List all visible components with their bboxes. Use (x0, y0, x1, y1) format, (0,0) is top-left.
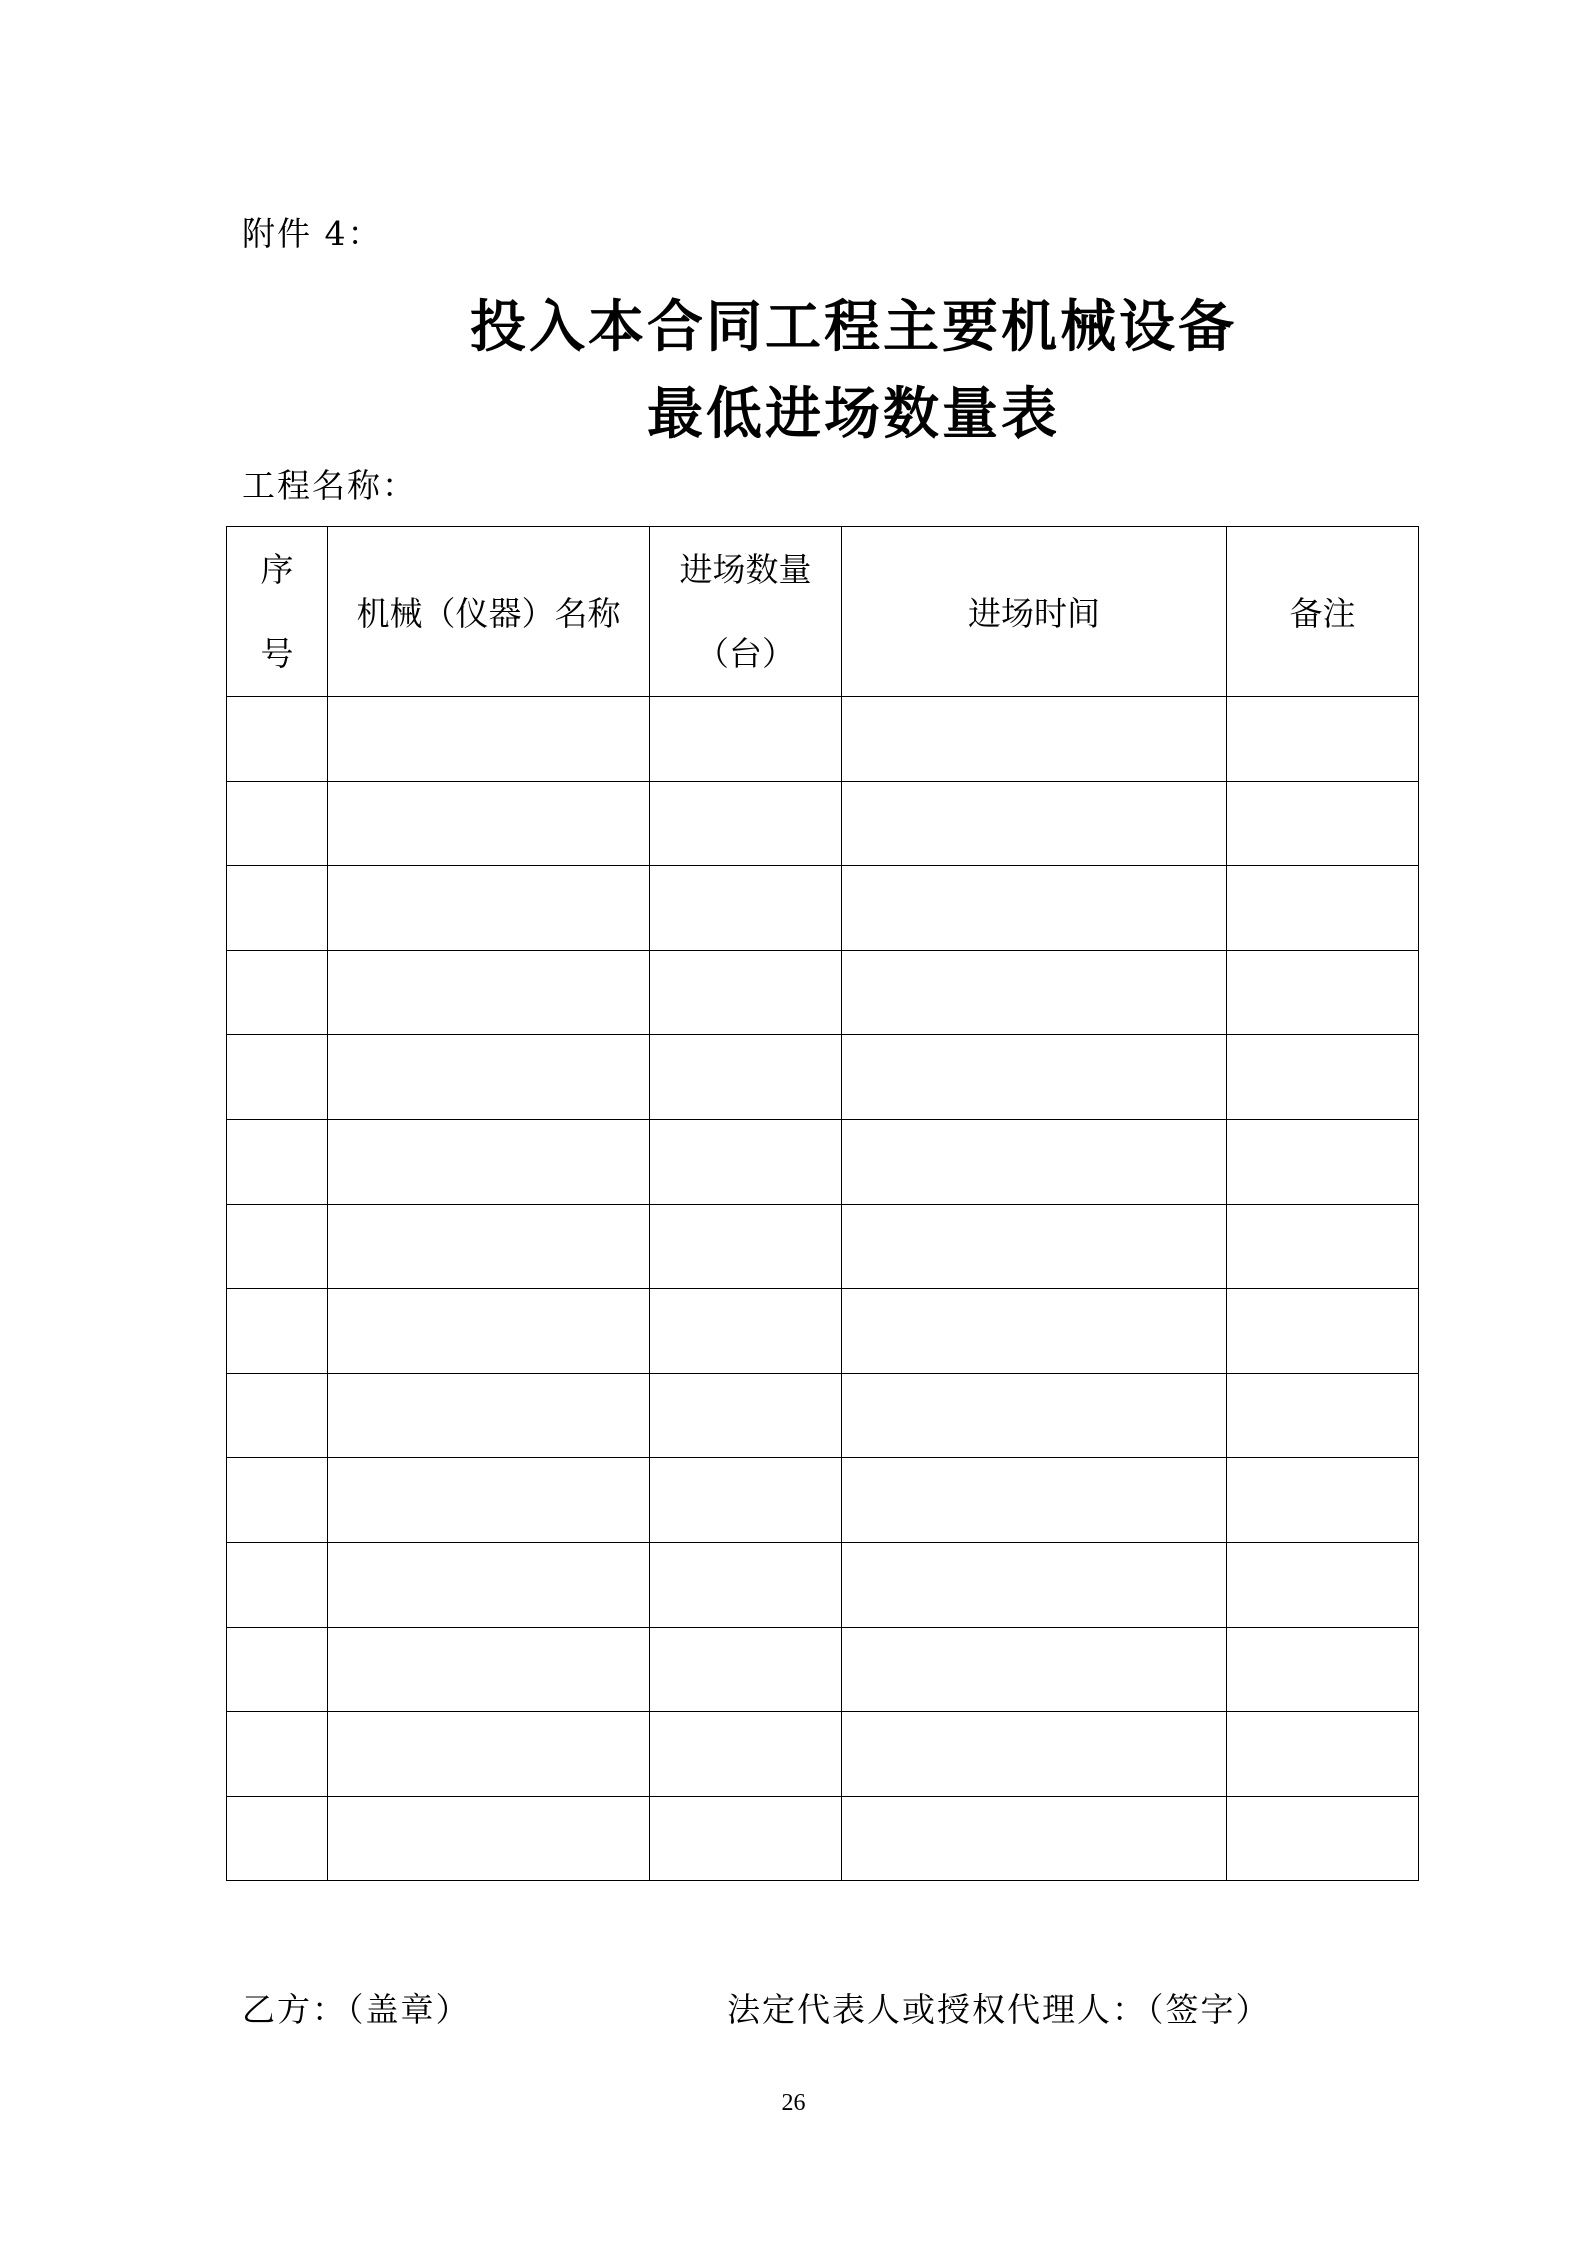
header-quantity (650, 527, 842, 697)
table-row (227, 1458, 1419, 1543)
document-title-line-2: 最低进场数量表 (647, 381, 1060, 447)
cell-quantity[interactable] (650, 1373, 842, 1458)
cell-remarks[interactable] (1227, 950, 1419, 1035)
cell-machine-name[interactable] (328, 1204, 650, 1289)
header-quantity-line-1: 进场数量 (679, 549, 812, 589)
header-machine-name: 机械（仪器）名称 (328, 527, 650, 697)
cell-entry-time[interactable] (842, 866, 1227, 951)
table-row (227, 1627, 1419, 1712)
cell-machine-name[interactable] (328, 1542, 650, 1627)
cell-entry-time[interactable] (842, 1712, 1227, 1797)
cell-seq[interactable] (227, 1289, 328, 1374)
cell-machine-name[interactable] (328, 1119, 650, 1204)
table-row (227, 1289, 1419, 1374)
cell-remarks[interactable] (1227, 1373, 1419, 1458)
header-quantity-line-2: （台） (696, 633, 795, 673)
page-number: 26 (781, 2090, 806, 2116)
cell-machine-name[interactable] (328, 1373, 650, 1458)
header-seq-line-2: 号 (260, 633, 294, 673)
cell-remarks[interactable] (1227, 781, 1419, 866)
representative-signature-label: 法定代表人或授权代理人：（签字） (727, 1990, 1271, 2029)
cell-quantity[interactable] (650, 1289, 842, 1374)
cell-remarks[interactable] (1227, 1458, 1419, 1543)
cell-machine-name[interactable] (328, 1289, 650, 1374)
header-remarks: 备注 (1227, 527, 1419, 697)
table-row (227, 866, 1419, 951)
cell-quantity[interactable] (650, 1458, 842, 1543)
cell-quantity[interactable] (650, 781, 842, 866)
cell-entry-time[interactable] (842, 950, 1227, 1035)
cell-seq[interactable] (227, 781, 328, 866)
cell-entry-time[interactable] (842, 1204, 1227, 1289)
cell-entry-time[interactable] (842, 1035, 1227, 1120)
cell-machine-name[interactable] (328, 1796, 650, 1881)
table-row (227, 1542, 1419, 1627)
cell-seq[interactable] (227, 1542, 328, 1627)
header-seq-line-1: 序 (260, 549, 294, 589)
cell-remarks[interactable] (1227, 1796, 1419, 1881)
cell-remarks[interactable] (1227, 1712, 1419, 1797)
cell-seq[interactable] (227, 1035, 328, 1120)
table-row (227, 1119, 1419, 1204)
cell-machine-name[interactable] (328, 1712, 650, 1797)
table-row (227, 1796, 1419, 1881)
party-b-seal-label: 乙方：（盖章） (242, 1990, 471, 2029)
cell-quantity[interactable] (650, 866, 842, 951)
table-row (227, 1373, 1419, 1458)
table-row (227, 1035, 1419, 1120)
cell-quantity[interactable] (650, 1712, 842, 1797)
cell-seq[interactable] (227, 1458, 328, 1543)
cell-entry-time[interactable] (842, 1796, 1227, 1881)
cell-quantity[interactable] (650, 1035, 842, 1120)
equipment-table (226, 526, 1419, 1881)
cell-machine-name[interactable] (328, 1627, 650, 1712)
cell-entry-time[interactable] (842, 1542, 1227, 1627)
document-title-line-1: 投入本合同工程主要机械设备 (470, 294, 1237, 360)
cell-quantity[interactable] (650, 950, 842, 1035)
cell-quantity[interactable] (650, 697, 842, 782)
cell-seq[interactable] (227, 1712, 328, 1797)
cell-entry-time[interactable] (842, 1289, 1227, 1374)
cell-seq[interactable] (227, 697, 328, 782)
table-row (227, 1204, 1419, 1289)
cell-machine-name[interactable] (328, 781, 650, 866)
cell-machine-name[interactable] (328, 866, 650, 951)
project-name-label: 工程名称： (242, 466, 417, 505)
table-row (227, 950, 1419, 1035)
table-row (227, 697, 1419, 782)
cell-entry-time[interactable] (842, 1627, 1227, 1712)
cell-entry-time[interactable] (842, 1373, 1227, 1458)
cell-quantity[interactable] (650, 1204, 842, 1289)
cell-seq[interactable] (227, 1627, 328, 1712)
cell-quantity[interactable] (650, 1542, 842, 1627)
cell-machine-name[interactable] (328, 1035, 650, 1120)
cell-machine-name[interactable] (328, 1458, 650, 1543)
cell-quantity[interactable] (650, 1627, 842, 1712)
attachment-label: 附件 4： (242, 214, 383, 253)
cell-entry-time[interactable] (842, 1458, 1227, 1543)
header-entry-time: 进场时间 (842, 527, 1227, 697)
cell-remarks[interactable] (1227, 1204, 1419, 1289)
cell-machine-name[interactable] (328, 950, 650, 1035)
cell-seq[interactable] (227, 866, 328, 951)
cell-entry-time[interactable] (842, 1119, 1227, 1204)
cell-seq[interactable] (227, 1204, 328, 1289)
cell-remarks[interactable] (1227, 1627, 1419, 1712)
table-row (227, 1712, 1419, 1797)
cell-entry-time[interactable] (842, 781, 1227, 866)
header-seq (227, 527, 328, 697)
cell-seq[interactable] (227, 1796, 328, 1881)
cell-quantity[interactable] (650, 1119, 842, 1204)
cell-quantity[interactable] (650, 1796, 842, 1881)
cell-seq[interactable] (227, 1373, 328, 1458)
cell-remarks[interactable] (1227, 1289, 1419, 1374)
cell-seq[interactable] (227, 950, 328, 1035)
cell-remarks[interactable] (1227, 1035, 1419, 1120)
table-body (227, 697, 1419, 1881)
cell-remarks[interactable] (1227, 697, 1419, 782)
cell-machine-name[interactable] (328, 697, 650, 782)
cell-seq[interactable] (227, 1119, 328, 1204)
table-header-row (227, 527, 1419, 697)
cell-entry-time[interactable] (842, 697, 1227, 782)
table-row (227, 781, 1419, 866)
cell-remarks[interactable] (1227, 1542, 1419, 1627)
cell-remarks[interactable] (1227, 866, 1419, 951)
cell-remarks[interactable] (1227, 1119, 1419, 1204)
